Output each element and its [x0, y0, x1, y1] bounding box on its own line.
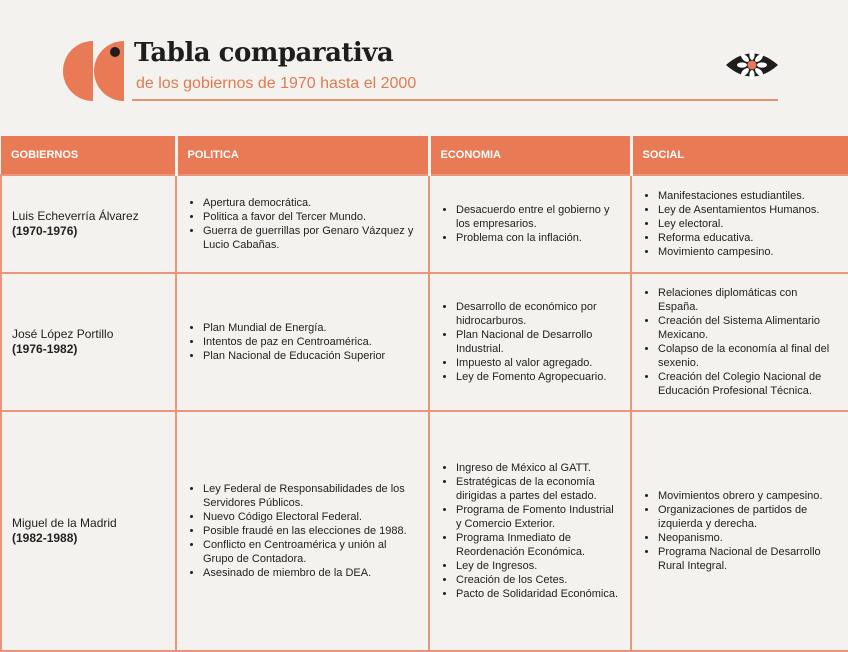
list-item: • Ley de Asentamientos Humanos. [658, 203, 840, 217]
eye-daisy-icon [724, 46, 780, 84]
list-item: • Impuesto al valor agregado. [456, 356, 622, 370]
list-item: • Ley de Fomento Agropecuario. [456, 370, 622, 384]
list-item: • Posible fraudé en las elecciones de 1988. [203, 524, 420, 538]
quote-mark-icon [62, 40, 126, 102]
list-item: • Nuevo Código Electoral Federal. [203, 510, 420, 524]
social-cell [631, 175, 848, 273]
politica-cell [176, 411, 429, 651]
header-gobiernos: GOBIERNOS [1, 136, 176, 175]
page-subtitle: de los gobiernos de 1970 hasta el 2000 [136, 75, 417, 92]
government-name: José López Portillo [12, 327, 114, 341]
list-item: • Plan Nacional de Desarrollo Industrial. [456, 328, 622, 356]
list-item: • Estratégicas de la economía dirigidas a partes del estado. [456, 475, 622, 503]
list-item: • Desacuerdo entre el gobierno y los empresarios. [456, 203, 622, 231]
list-item: • Asesinado de miembro de la DEA. [203, 566, 420, 580]
list-item: • Ley de Ingresos. [456, 559, 622, 573]
header-politica: POLITICA [176, 136, 429, 175]
government-name: Miguel de la Madrid [12, 516, 117, 530]
list-item: • Ingreso de México al GATT. [456, 461, 622, 475]
list-item: • Desarrollo de económico por hidrocarburos. [456, 300, 622, 328]
list-item: • Movimiento campesino. [658, 245, 840, 259]
header-social: SOCIAL [631, 136, 848, 175]
list-item: • Ley Federal de Responsabilidades de los Servidores Públicos. [203, 482, 420, 510]
list-item: • Manifestaciones estudiantiles. [658, 189, 840, 203]
list-item: • Plan Nacional de Educación Superior [203, 349, 420, 363]
list-item: • Plan Mundial de Energía. [203, 321, 420, 335]
header-divider [132, 99, 778, 101]
list-item: • Problema con la inflación. [456, 231, 622, 245]
list-item: • Creación del Sistema Alimentario Mexicano. [658, 314, 840, 342]
government-cell [1, 273, 176, 411]
list-item: • Programa Nacional de Desarrollo Rural Integral. [658, 545, 840, 573]
list-item: • Movimientos obrero y campesino. [658, 489, 840, 503]
comparison-table [0, 136, 848, 652]
economia-cell [429, 411, 631, 651]
government-cell [1, 411, 176, 651]
list-item: • Creación del Colegio Nacional de Educación Profesional Técnica. [658, 370, 840, 398]
social-cell [631, 273, 848, 411]
list-item: • Pacto de Solidaridad Económica. [456, 587, 622, 601]
list-item: • Ley electoral. [658, 217, 840, 231]
list-item: • Apertura democrática. [203, 196, 420, 210]
list-item: • Colapso de la economía al final del sexenio. [658, 342, 840, 370]
table-row [1, 175, 848, 273]
government-name: Luis Echeverría Álvarez [12, 209, 139, 223]
economia-cell [429, 175, 631, 273]
list-item: • Guerra de guerrillas por Genaro Vázquez y Lucio Cabañas. [203, 224, 420, 252]
table-row [1, 411, 848, 651]
header-economia: ECONOMIA [429, 136, 631, 175]
economia-cell [429, 273, 631, 411]
list-item: • Creación de los Cetes. [456, 573, 622, 587]
government-years: (1976-1982) [12, 342, 78, 356]
government-years: (1982-1988) [12, 531, 78, 545]
table-header-row [1, 136, 848, 175]
social-cell [631, 411, 848, 651]
list-item: • Organizaciones de partidos de izquierda y derecha. [658, 503, 840, 531]
list-item: • Programa Inmediato de Reordenación Económica. [456, 531, 622, 559]
list-item: • Programa de Fomento Industrial y Comercio Exterior. [456, 503, 622, 531]
list-item: • Conflicto en Centroamérica y unión al Grupo de Contadora. [203, 538, 420, 566]
government-cell [1, 175, 176, 273]
politica-cell [176, 273, 429, 411]
table-row [1, 273, 848, 411]
header [0, 0, 848, 130]
list-item: • Reforma educativa. [658, 231, 840, 245]
list-item: • Intentos de paz en Centroamérica. [203, 335, 420, 349]
government-years: (1970-1976) [12, 224, 78, 238]
politica-cell [176, 175, 429, 273]
page-title: Tabla comparativa [134, 38, 394, 68]
list-item: • Relaciones diplomáticas con España. [658, 286, 840, 314]
list-item: • Politica a favor del Tercer Mundo. [203, 210, 420, 224]
list-item: • Neopanismo. [658, 531, 840, 545]
